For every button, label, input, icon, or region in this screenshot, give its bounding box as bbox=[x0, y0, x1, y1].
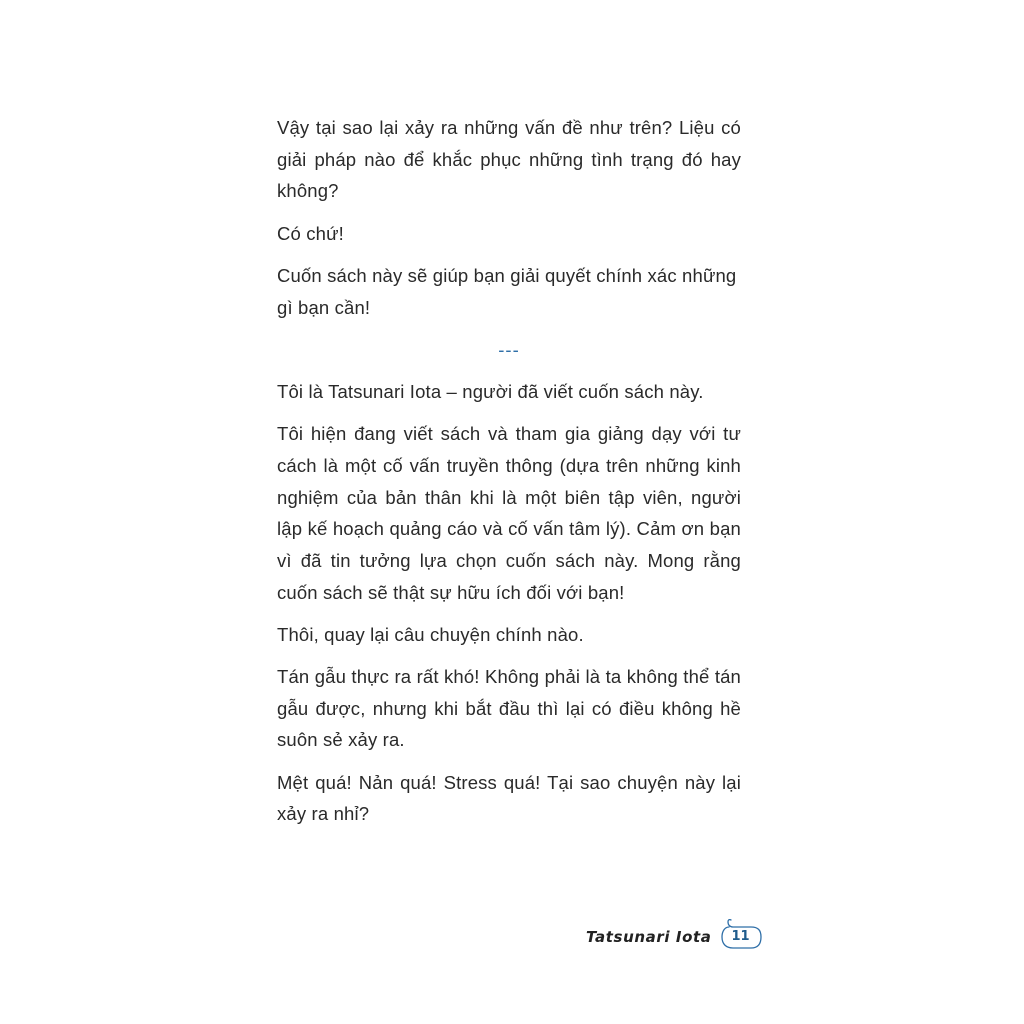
page-footer bbox=[586, 920, 761, 954]
page-number: 11 bbox=[731, 929, 750, 944]
paragraph: Tán gẫu thực ra rất khó! Không phải là ta không thể tán gẫu được, nhưng khi bắt đầu thì lại có điều không hề suôn sẻ xảy ra. bbox=[277, 666, 741, 751]
paragraph: Mệt quá! Nản quá! Stress quá! Tại sao chuyện này lại xảy ra nhỉ? bbox=[277, 771, 741, 825]
paragraph: Thôi, quay lại câu chuyện chính nào. bbox=[277, 623, 584, 645]
paragraph: Có chứ! bbox=[277, 222, 344, 244]
page-body bbox=[277, 112, 741, 841]
running-footer-author: Tatsunari Iota bbox=[586, 928, 712, 946]
paragraph: Tôi là Tatsunari Iota – người đã viết cuốn sách này. bbox=[277, 380, 704, 402]
paragraph: Tôi hiện đang viết sách và tham gia giảng dạy với tư cách là một cố vấn truyền thông (dựa trên những kinh nghiệm của bản thân khi là một biên tập viên, người lập kế hoạch quảng cáo và cố vấn tâm lý). Cảm ơn bạn vì đã tin tưởng lựa chọn cuốn sách này. Mong rằng cuốn sách sẽ thật sự hữu ích đối với bạn! bbox=[277, 423, 741, 603]
section-separator: --- bbox=[498, 338, 520, 360]
paragraph: Cuốn sách này sẽ giúp bạn giải quyết chính xác những gì bạn cần! bbox=[277, 264, 737, 318]
page-number-badge bbox=[721, 925, 761, 949]
paragraph: Vậy tại sao lại xảy ra những vấn đề như trên? Liệu có giải pháp nào để khắc phục những tình trạng đó hay không? bbox=[277, 117, 741, 202]
